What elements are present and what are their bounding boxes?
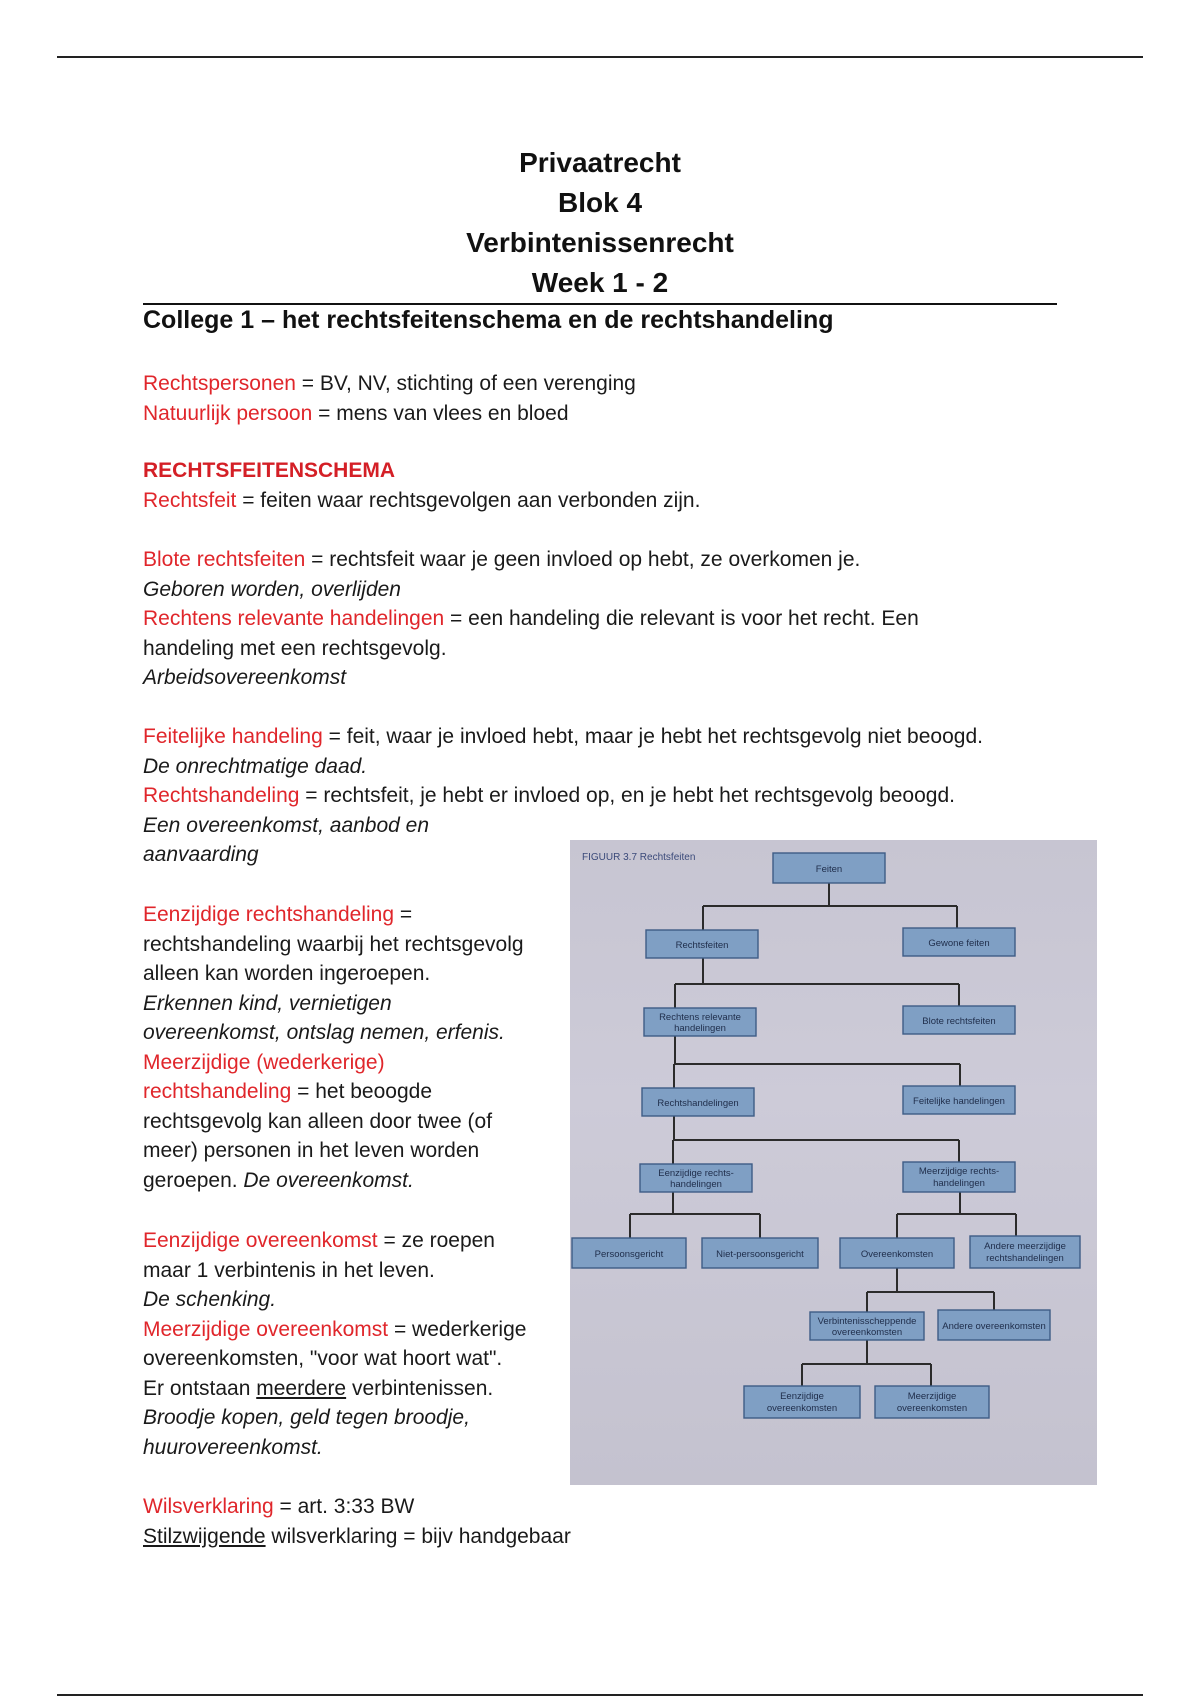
document-title-block	[0, 143, 1200, 303]
meerzijdige-rh-line-2: meer) personen in het leven worden	[143, 1139, 480, 1162]
meerzijdige-rh-line-3: geroepen. De overeenkomst.	[143, 1168, 414, 1192]
svg-text:Rechtens relevante: Rechtens relevante	[659, 1012, 741, 1023]
svg-text:overeenkomsten: overeenkomsten	[831, 1327, 903, 1338]
overeenkomst-types-block	[143, 1226, 563, 1462]
def-relevante-handelingen: Rechtens relevante handelingen = een handeling die relevant is voor het recht. Een	[143, 607, 919, 630]
connector-verbintenisscheppende	[802, 1340, 931, 1386]
title-line-1: Privaatrecht	[519, 147, 681, 178]
title-line-3: Verbintenissenrecht	[466, 227, 734, 258]
svg-text:Rechtshandelingen: Rechtshandelingen	[657, 1098, 739, 1109]
node-blote-rechtsfeiten	[903, 1006, 1015, 1034]
figure-caption: FIGUUR 3.7 Rechtsfeiten	[582, 852, 696, 863]
eenzijdige-ok-line-2: maar 1 verbintenis in het leven.	[143, 1258, 435, 1282]
meerzijdige-ok-example-1: Broodje kopen, geld tegen broodje,	[143, 1406, 470, 1429]
node-niet-persoonsgericht	[702, 1238, 818, 1268]
node-meerzijdige-rechtshandelingen	[903, 1162, 1015, 1192]
meerzijdige-rh-line-1: rechtsgevolg kan alleen door twee (of	[143, 1109, 493, 1133]
eenzijdige-rh-example-1: Erkennen kind, vernietigen	[143, 991, 392, 1015]
node-eenzijdige-rechtshandelingen	[640, 1164, 752, 1192]
def-meerzijdige-overeenkomst: Meerzijdige overeenkomst = wederkerige	[143, 1317, 527, 1341]
svg-text:Rechtsfeiten: Rechtsfeiten	[675, 940, 729, 951]
rechtsfeiten-diagram-photo	[570, 840, 1097, 1485]
example-blote: Geboren worden, overlijden	[143, 577, 401, 601]
def-eenzijdige-overeenkomst: Eenzijdige overeenkomst = ze roepen	[143, 1229, 495, 1252]
svg-text:overeenkomsten: overeenkomsten	[896, 1403, 968, 1414]
page-bottom-rule	[57, 1694, 1143, 1696]
intro-definitions	[143, 369, 636, 428]
def-relevante-cont: handeling met een rechtsgevolg.	[143, 636, 447, 660]
def-eenzijdige-rechtshandeling: Eenzijdige rechtshandeling =	[143, 903, 413, 926]
eenzijdige-rh-line-2: alleen kan worden ingeroepen.	[143, 962, 431, 985]
svg-text:Persoonsgericht: Persoonsgericht	[594, 1249, 664, 1260]
svg-text:Feitelijke handelingen: Feitelijke handelingen	[913, 1096, 1005, 1107]
svg-text:Niet-persoonsgericht: Niet-persoonsgericht	[716, 1249, 804, 1260]
svg-text:handelingen: handelingen	[670, 1179, 722, 1190]
node-rechtens-relevante-handelingen	[644, 1008, 756, 1036]
def-meerzijdige-rechtshandeling: rechtshandeling = het beoogde	[143, 1080, 432, 1103]
node-meerzijdige-overeenkomsten	[875, 1386, 989, 1418]
example-feitelijke: De onrechtmatige daad.	[143, 754, 368, 778]
def-rechtspersonen: Rechtspersonen = BV, NV, stichting of een verenging	[143, 372, 636, 395]
title-line-4: Week 1 - 2	[531, 267, 669, 298]
def-rechtshandeling: Rechtshandeling = rechtsfeit, je hebt er invloed op, en je hebt het rechtsgevolg beoogd.	[143, 784, 955, 807]
lecture-heading: College 1 – het rechtsfeitenschema en de rechtshandeling	[143, 306, 834, 334]
svg-text:handelingen: handelingen	[933, 1178, 985, 1189]
svg-text:Eenzijdige: Eenzijdige	[780, 1391, 824, 1402]
svg-text:Meerzijdige rechts-: Meerzijdige rechts-	[918, 1166, 1000, 1177]
connector-eenzijdige	[630, 1192, 760, 1238]
def-blote-rechtsfeiten: Blote rechtsfeiten = rechtsfeit waar je geen invloed op hebt, ze overkomen je.	[143, 548, 861, 571]
node-feiten	[773, 853, 885, 883]
example-rechtshandeling-1: Een overeenkomst, aanbod en	[143, 813, 430, 837]
def-wilsverklaring: Wilsverklaring = art. 3:33 BW	[143, 1495, 415, 1518]
rechtshandeling-types-block	[143, 900, 563, 1195]
wilsverklaring-block	[143, 1492, 571, 1551]
svg-text:Eenzijdige rechts-: Eenzijdige rechts-	[658, 1168, 734, 1179]
svg-text:Feiten: Feiten	[815, 864, 843, 875]
schema-block	[143, 456, 700, 515]
meerzijdige-ok-line-3: Er ontstaan meerdere verbintenissen.	[143, 1376, 494, 1400]
meerzijdige-ok-line-2: overeenkomsten, "voor wat hoort wat".	[143, 1347, 503, 1370]
node-rechtshandelingen	[642, 1088, 754, 1116]
schema-heading: RECHTSFEITENSCHEMA	[143, 459, 396, 482]
node-andere-overeenkomsten	[938, 1310, 1050, 1340]
meerzijdige-ok-example-2: huurovereenkomst.	[143, 1435, 323, 1459]
def-stilzwijgende: Stilzwijgende wilsverklaring = bijv handgebaar	[143, 1524, 571, 1548]
connector-meerzijdige	[897, 1192, 1016, 1238]
svg-text:rechtshandelingen: rechtshandelingen	[986, 1253, 1064, 1264]
node-verbintenisscheppende-overeenkomsten	[810, 1312, 924, 1340]
connector-rechtshandelingen	[673, 1116, 959, 1164]
svg-text:Andere meerzijdige: Andere meerzijdige	[984, 1241, 1066, 1252]
meerzijdige-rh-term-1: Meerzijdige (wederkerige)	[143, 1050, 385, 1074]
svg-text:Meerzijdige: Meerzijdige	[907, 1391, 957, 1402]
def-feitelijke-handeling: Feitelijke handeling = feit, waar je invloed hebt, maar je hebt het rechtsgevolg niet beoogd.	[143, 725, 983, 748]
eenzijdige-rh-example-2: overeenkomst, ontslag nemen, erfenis.	[143, 1021, 505, 1044]
node-overeenkomsten	[840, 1238, 954, 1268]
node-feitelijke-handelingen	[903, 1086, 1015, 1114]
node-andere-meerzijdige-rechtshandelingen	[970, 1236, 1080, 1268]
svg-text:Gewone feiten: Gewone feiten	[928, 938, 990, 949]
title-underline	[143, 303, 1057, 305]
eenzijdige-rh-line-1: rechtshandeling waarbij het rechtsgevolg	[143, 932, 524, 956]
connector-feiten	[703, 883, 957, 930]
connector-relevante	[674, 1036, 960, 1088]
page-top-rule	[57, 56, 1143, 58]
connector-rechtsfeiten	[675, 958, 959, 1008]
node-eenzijdige-overeenkomsten	[744, 1386, 860, 1418]
rechtsfeiten-diagram	[570, 840, 1097, 1485]
rechtsfeiten-block	[143, 545, 919, 693]
example-rechtshandeling-2: aanvaarding	[143, 843, 259, 866]
connector-overeenkomsten	[867, 1268, 994, 1312]
svg-text:Verbintenisscheppende: Verbintenisscheppende	[817, 1316, 917, 1327]
svg-text:handelingen: handelingen	[674, 1023, 726, 1034]
svg-text:Blote rechtsfeiten: Blote rechtsfeiten	[922, 1016, 996, 1027]
svg-text:overeenkomsten: overeenkomsten	[766, 1403, 838, 1414]
svg-text:Andere overeenkomsten: Andere overeenkomsten	[942, 1321, 1046, 1332]
node-rechtsfeiten	[646, 930, 758, 958]
def-natuurlijk-persoon: Natuurlijk persoon = mens van vlees en bloed	[143, 401, 569, 425]
svg-text:Overeenkomsten: Overeenkomsten	[860, 1249, 934, 1260]
title-line-2: Blok 4	[557, 187, 643, 218]
node-persoonsgericht	[572, 1238, 686, 1268]
def-rechtsfeit: Rechtsfeit = feiten waar rechtsgevolgen aan verbonden zijn.	[143, 488, 701, 512]
eenzijdige-ok-example: De schenking.	[143, 1288, 277, 1311]
node-gewone-feiten	[903, 928, 1015, 956]
example-relevante: Arbeidsovereenkomst	[143, 666, 347, 689]
